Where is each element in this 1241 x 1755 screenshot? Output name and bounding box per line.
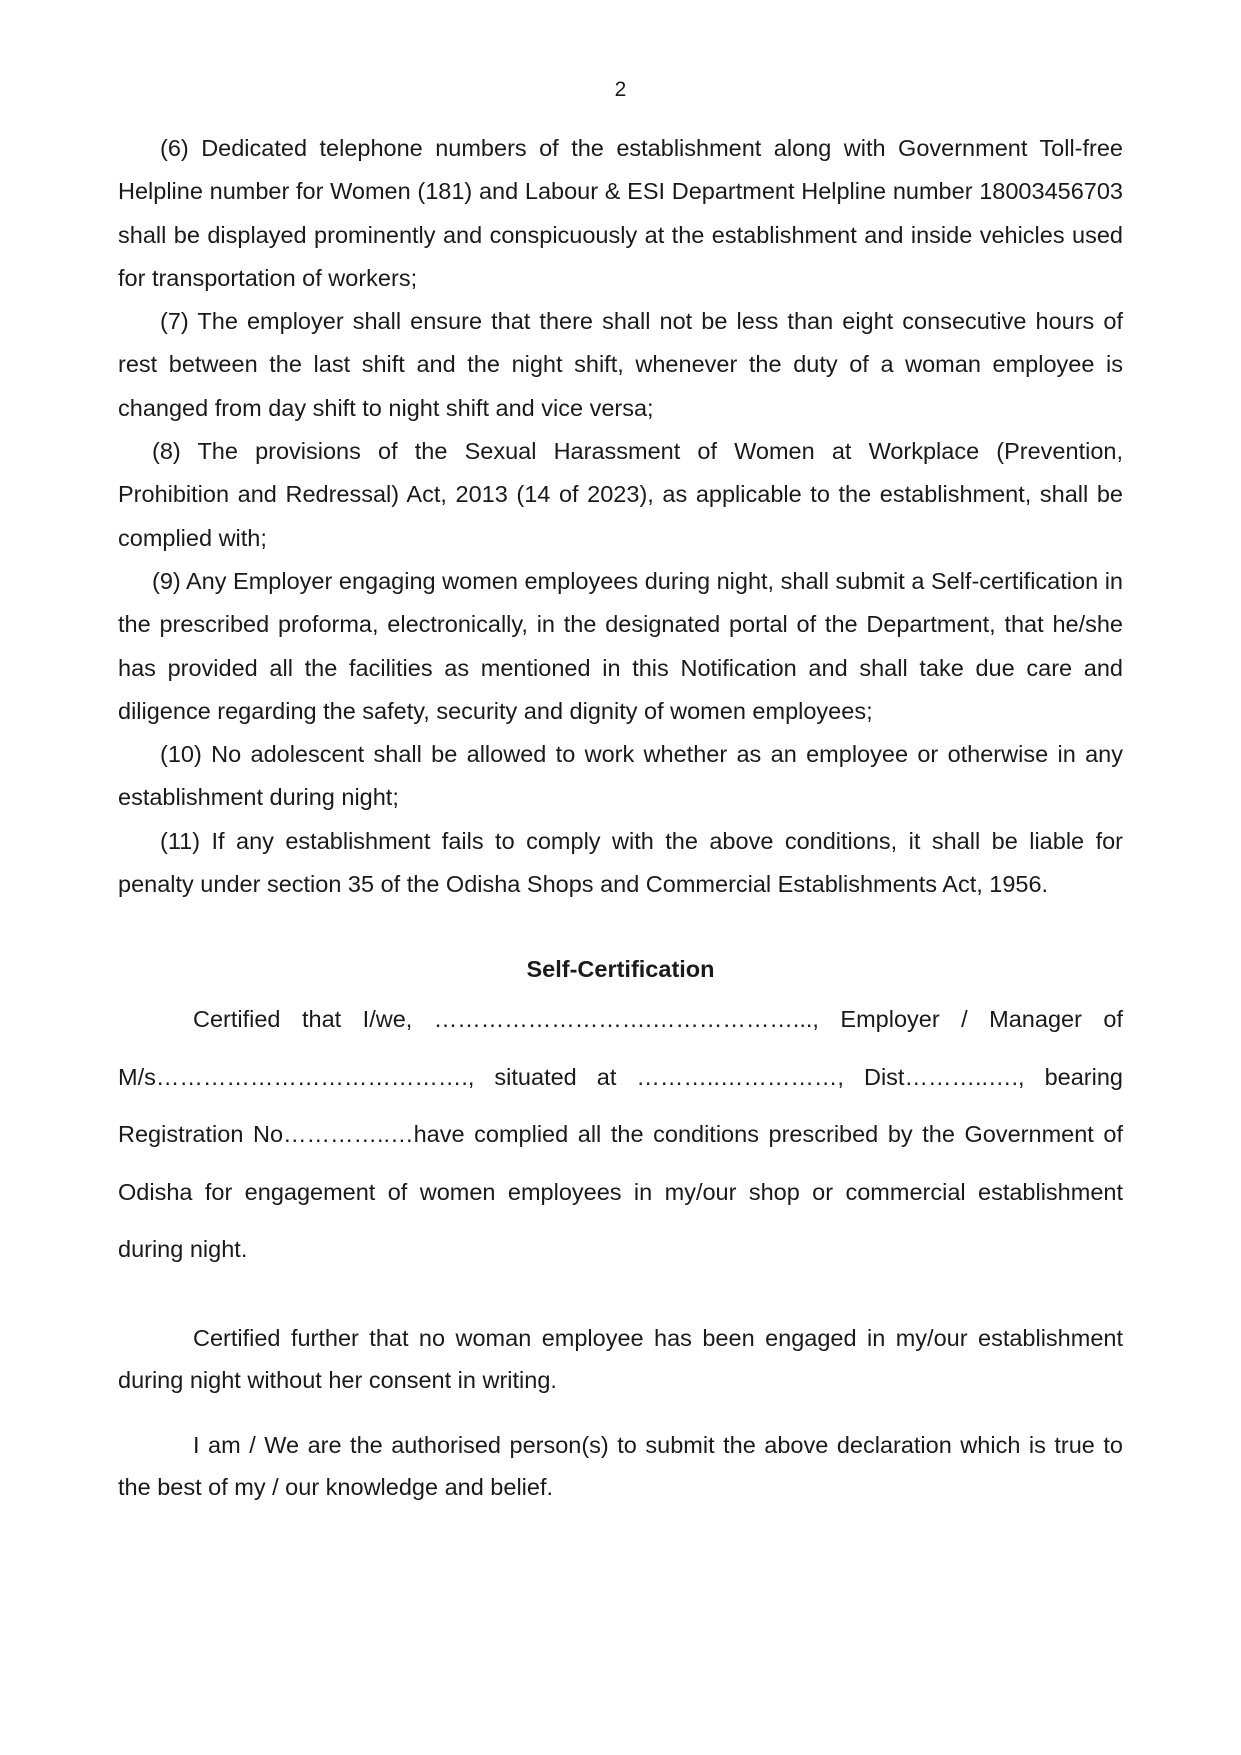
document-body bbox=[118, 127, 1123, 1509]
self-certification-paragraph-3: I am / We are the authorised person(s) to submit the above declaration which is true to the best of my / our knowledge and belief. bbox=[118, 1431, 1123, 1501]
clause-9: (9) Any Employer engaging women employees during night, shall submit a Self-certification in the prescribed proforma, electronically, in the designated portal of the Department, that he/she has provided all the facilities as mentioned in this Notification and shall take due care and diligence regarding the safety, security and dignity of women employees; bbox=[118, 567, 1123, 724]
clause-10: (10) No adolescent shall be allowed to work whether as an employee or otherwise in any establishment during night; bbox=[118, 741, 1123, 811]
clause-6: (6) Dedicated telephone numbers of the establishment along with Government Toll-free Helpline number for Women (181) and Labour & ESI Department Helpline number 18003456703 shall be displayed prominently and conspicuously at the establishment and inside vehicles used for transportation of workers; bbox=[118, 135, 1123, 291]
self-certification-paragraph-1: Certified that I/we, ……………………….………………..., Employer / Manager of M/s…………………………………., situated at ………..……………, Dist………..…., bearing Registration No…………..…have complied all the conditions prescribed by the Government of Odisha for engagement of women employees in my/our shop or commercial establishment during night. bbox=[118, 1006, 1123, 1263]
self-certification-paragraph-2: Certified further that no woman employee has been engaged in my/our establishment during night without her consent in writing. bbox=[118, 1324, 1123, 1394]
page-number: 2 bbox=[614, 78, 627, 101]
self-certification-heading: Self-Certification bbox=[526, 956, 715, 983]
clause-11: (11) If any establishment fails to comply with the above conditions, it shall be liable for penalty under section 35 of the Odisha Shops and Commercial Establishments Act, 1956. bbox=[118, 827, 1123, 898]
clause-8: (8) The provisions of the Sexual Harassment of Women at Workplace (Prevention, Prohibition and Redressal) Act, 2013 (14 of 2023), as applicable to the establishment, shall be complied with; bbox=[118, 438, 1123, 551]
clause-7: (7) The employer shall ensure that there shall not be less than eight consecutive hours of rest between the last shift and the night shift, whenever the duty of a woman employee is changed from day shift to night shift and vice versa; bbox=[118, 308, 1123, 421]
